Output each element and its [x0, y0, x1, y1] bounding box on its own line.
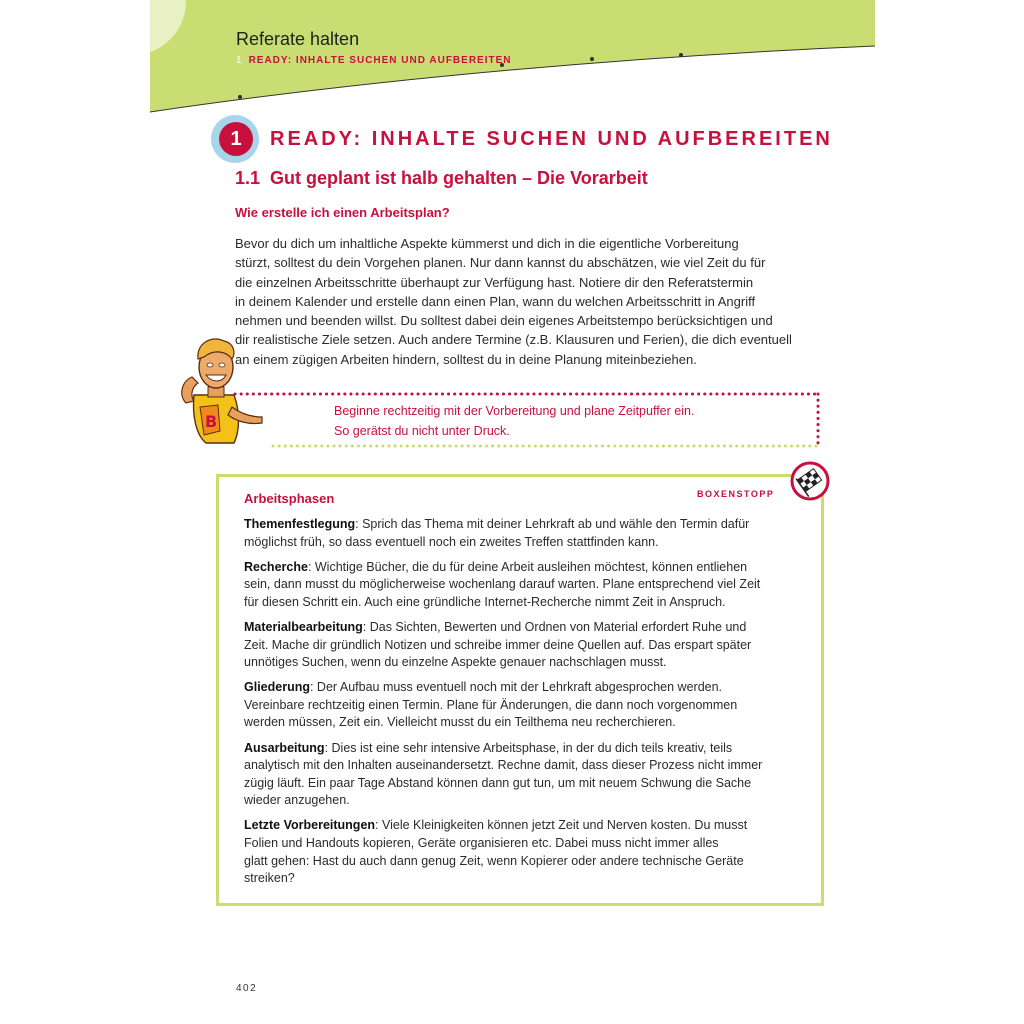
chapter-title: READY: INHALTE SUCHEN UND AUFBEREITEN	[270, 128, 833, 150]
tip-text	[334, 402, 694, 441]
phase-text: Zeit. Mache dir gründlich Notizen und schreibe immer deine Quellen auf. Das erspart später	[244, 637, 752, 652]
phase-item	[244, 516, 804, 551]
phase-text: zügig läuft. Ein paar Tage Abstand können dann gut tun, um mit neuem Schwung die Sache	[244, 775, 752, 790]
box-label: BOXENSTOPP	[697, 489, 775, 499]
breadcrumb-number: 1	[236, 55, 243, 66]
phase-item	[244, 559, 804, 612]
intro-line: stürzt, solltest du dein Vorgehen planen. Nur dann kannst du abschätzen, wie viel Zeit du für	[235, 255, 766, 271]
mascot-badge-letter: B	[205, 412, 218, 431]
phase-text: : Dies ist eine sehr intensive Arbeitsphase, in der du dich teils kreativ, teils	[324, 740, 733, 755]
phase-item	[244, 679, 804, 732]
phase-text: : Der Aufbau muss eventuell noch mit der Lehrkraft abgesprochen werden.	[309, 680, 723, 695]
phase-term: Letzte Vorbereitungen	[244, 818, 376, 833]
phase-text: Vereinbare rechtzeitig einen Termin. Plane für Änderungen, die dann noch vorgenommen	[244, 697, 738, 712]
phase-text: : Sprich das Thema mit deiner Lehrkraft ab und wähle den Termin dafür	[355, 517, 750, 531]
box-title: Arbeitsphasen	[244, 491, 335, 506]
intro-paragraph	[235, 234, 815, 369]
page-number: 402	[236, 983, 258, 994]
intro-line: nehmen und beenden willst. Du solltest dabei dein eigenes Arbeitstempo berücksichtigen und	[235, 313, 773, 329]
phase-text: streiken?	[244, 871, 295, 886]
intro-line: an einem zügigen Arbeiten hindern, solltest du in deine Planung miteinbeziehen.	[235, 351, 697, 367]
phase-text: : Das Sichten, Bewerten und Ordnen von Material erfordert Ruhe und	[362, 619, 747, 634]
phase-item	[244, 817, 804, 887]
intro-line: Bevor du dich um inhaltliche Aspekte kümmerst und dich in die eigentliche Vorbereitung	[235, 236, 739, 251]
running-header-breadcrumb	[236, 55, 512, 66]
tip-line: So gerätst du nicht unter Druck.	[334, 423, 510, 438]
breadcrumb-text: READY: INHALTE SUCHEN UND AUFBEREITEN	[248, 55, 512, 66]
phase-text: sein, dann musst du möglicherweise wochenlang darauf warten. Plane entsprechend viel Zeit	[244, 577, 761, 592]
section-heading	[235, 168, 648, 189]
phase-text: Folien und Handouts kopieren, Geräte organisieren etc. Dabei muss nicht immer alles	[244, 836, 719, 850]
phase-list	[244, 516, 804, 895]
header-band	[0, 0, 1024, 130]
phase-text: möglichst früh, so dass eventuell noch ein zweites Treffen stattfinden kann.	[244, 534, 659, 549]
phase-text: glatt gehen: Hast du auch dann genug Zeit, wenn Kopierer oder andere technische Geräte	[244, 853, 744, 868]
checkered-flag-icon	[790, 461, 830, 501]
phase-item	[244, 619, 804, 672]
phase-text: : Wichtige Bücher, die du für deine Arbeit ausleihen möchtest, können entliehen	[307, 559, 748, 574]
phase-term: Gliederung	[244, 680, 310, 695]
phase-text: unnötiges Suchen, wenn du einzelne Aspekte genauer nachschlagen musst.	[244, 655, 667, 670]
phase-term: Ausarbeitung	[244, 740, 325, 755]
mascot-illustration	[178, 335, 266, 447]
chapter-number-badge: 1	[219, 122, 253, 156]
subheading: Wie erstelle ich einen Arbeitsplan?	[235, 205, 450, 220]
phase-text: wieder anzugehen.	[244, 793, 350, 808]
section-title: Gut geplant ist halb gehalten – Die Vorarbeit	[270, 168, 648, 188]
phase-text: werden müssen, Zeit ein. Vielleicht musst du ein Teilthema neu recherchieren.	[244, 715, 676, 730]
phase-term: Materialbearbeitung	[244, 619, 363, 634]
running-header-title: Referate halten	[236, 29, 360, 49]
phase-text: : Viele Kleinigkeiten können jetzt Zeit und Nerven kosten. Du musst	[375, 818, 748, 833]
phase-term: Recherche	[244, 559, 308, 574]
phase-term: Themenfestlegung	[244, 517, 356, 531]
tip-line: Beginne rechtzeitig mit der Vorbereitung und plane Zeitpuffer ein.	[334, 404, 695, 418]
phase-text: für diesen Schritt ein. Auch eine gründliche Internet-Recherche nimmt Zeit in Anspruch.	[244, 594, 726, 609]
intro-line: dir realistische Ziele setzen. Auch andere Termine (z.B. Klausuren und Ferien), die dich eventuell	[235, 332, 792, 348]
intro-line: in deinem Kalender und erstelle dann einen Plan, wann du welchen Arbeitsschritt in Angriff	[235, 293, 756, 309]
phase-item	[244, 740, 804, 810]
intro-line: die einzelnen Arbeitsschritte überhaupt zur Verfügung hast. Notiere dir den Referatstermin	[235, 274, 754, 290]
section-number: 1.1	[235, 168, 261, 188]
phase-text: analytisch mit den Inhalten auseinandersetzt. Rechne damit, dass dieser Prozess nicht immer	[244, 758, 763, 773]
